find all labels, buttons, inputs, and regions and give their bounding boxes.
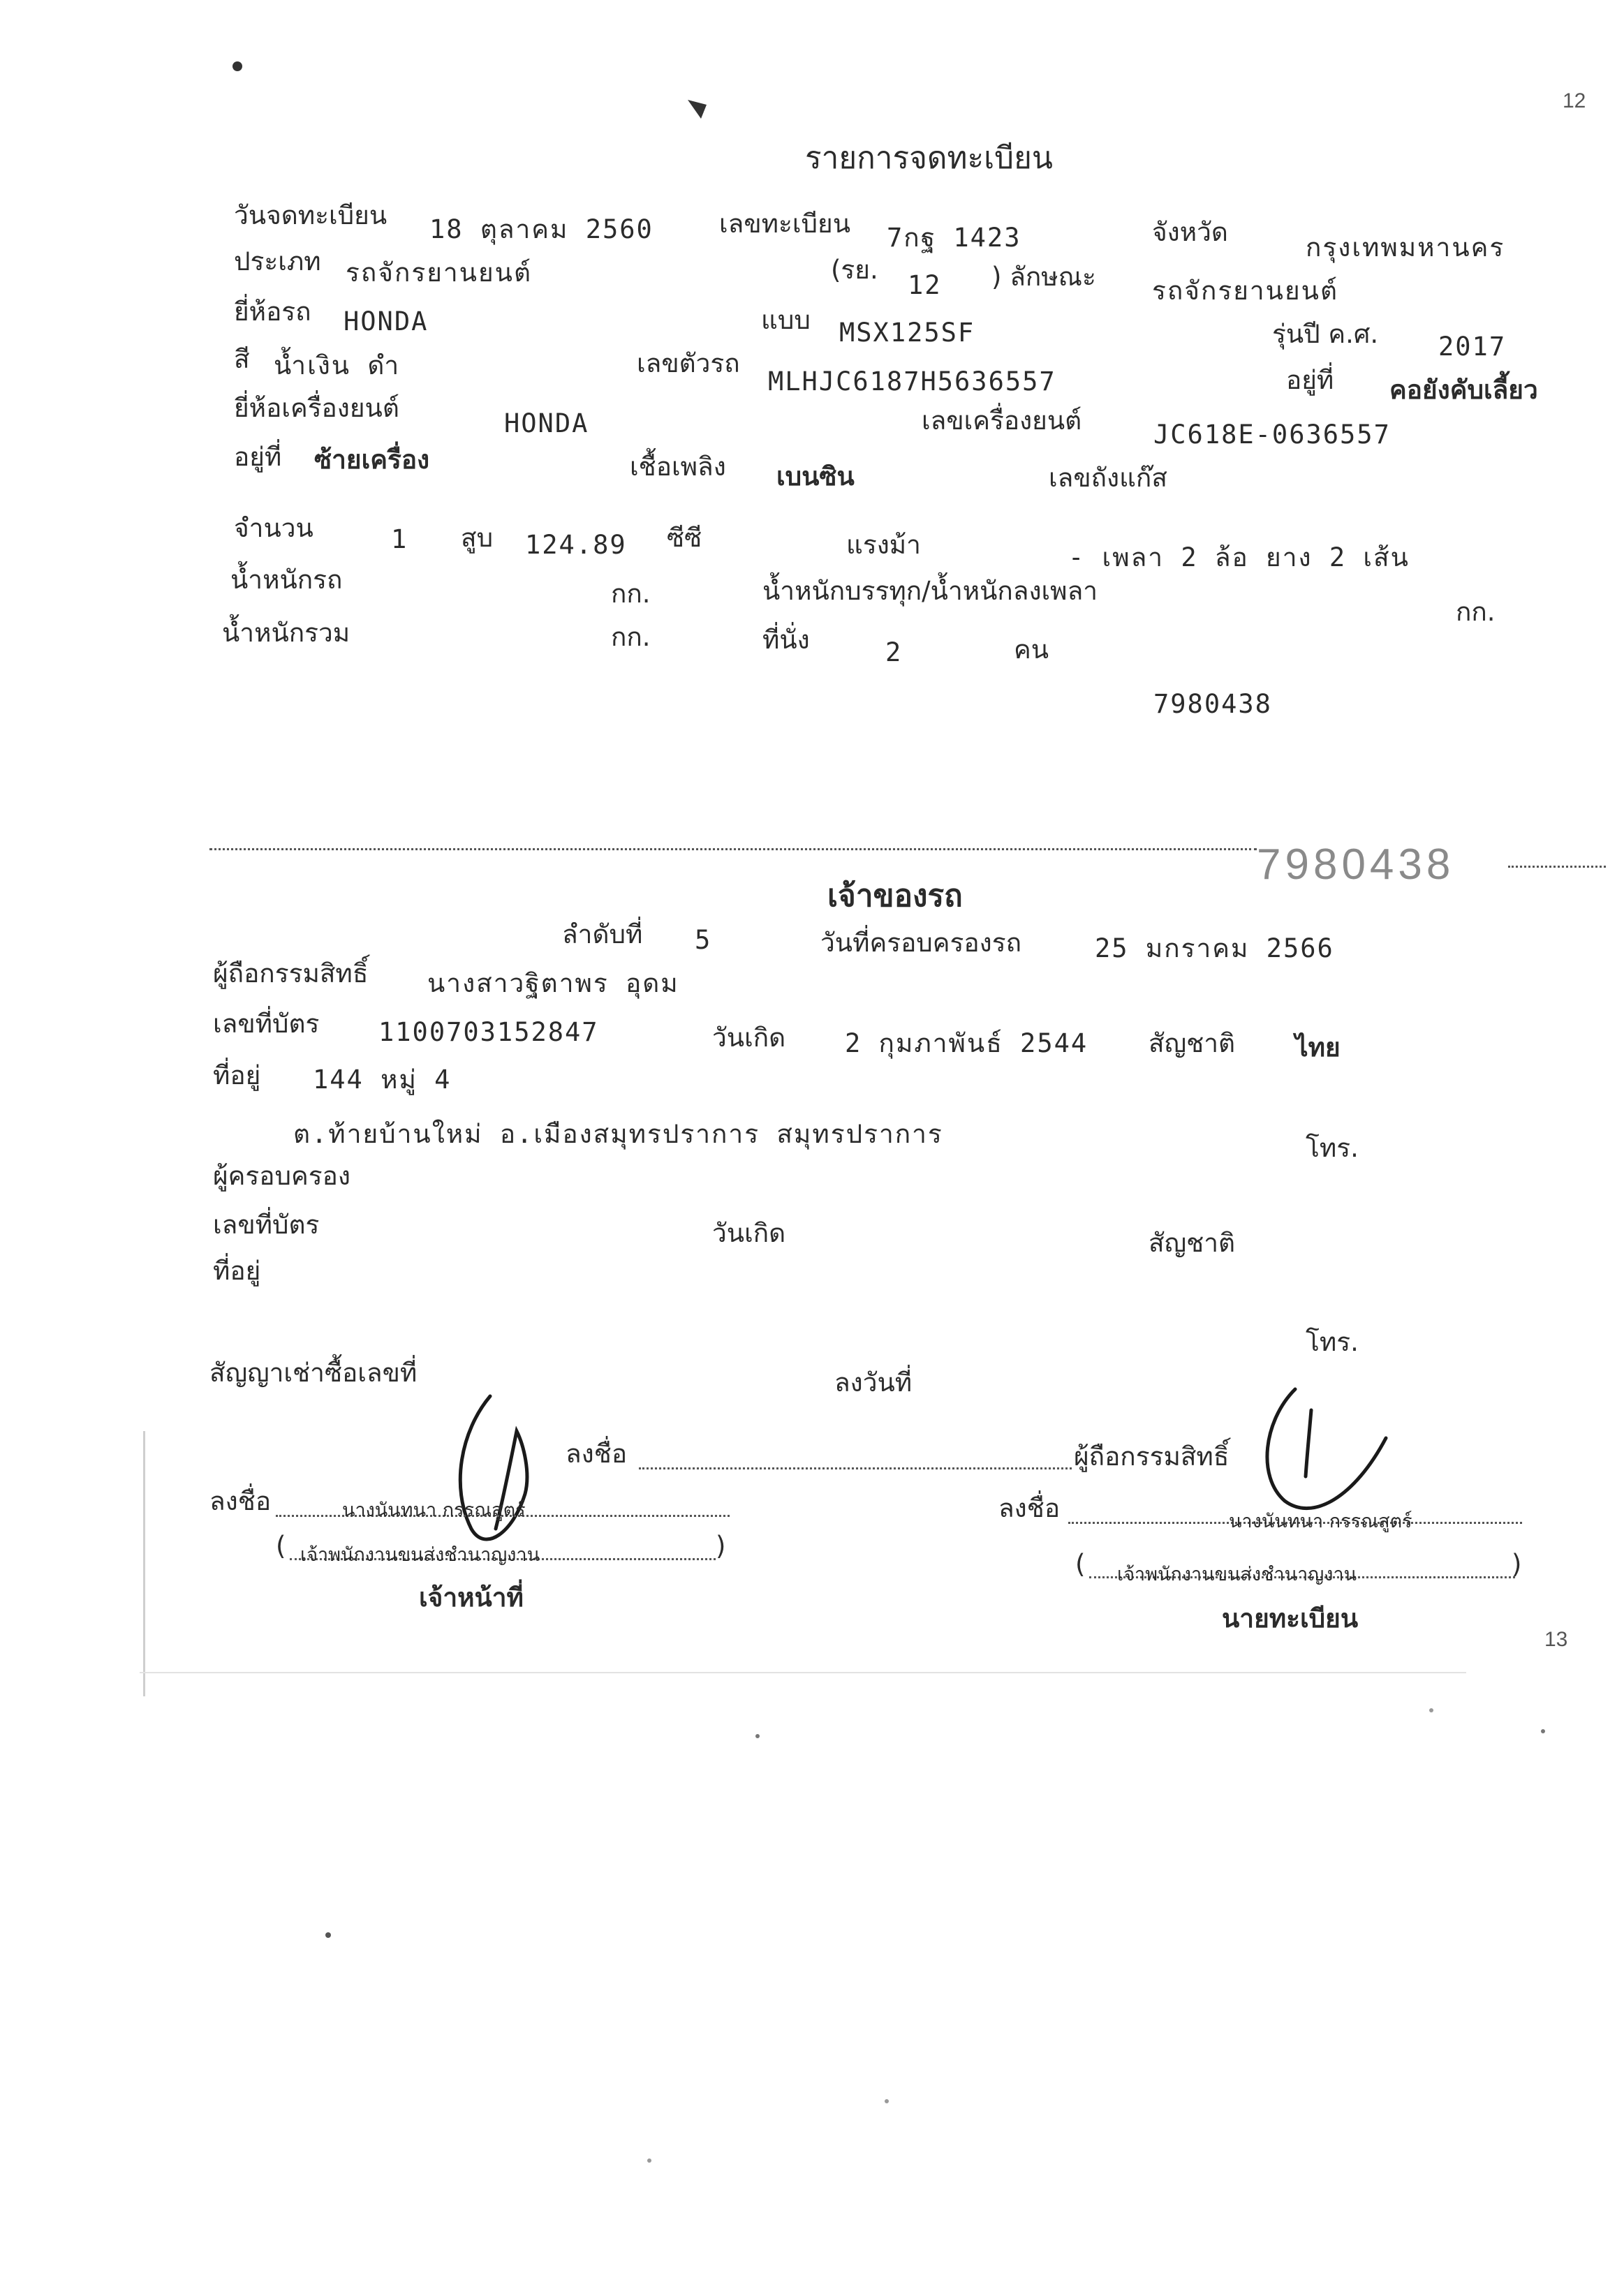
vin-loc: คอยังคับเลี้ยว <box>1389 375 1538 405</box>
engine-brand-label: ยี่ห้อเครื่องยนต์ <box>234 393 399 423</box>
section-divider <box>209 848 1257 850</box>
scan-margin-line <box>143 1431 145 1696</box>
model: MSX125SF <box>839 318 975 348</box>
scan-edge-line <box>140 1672 1466 1673</box>
registrar-paren-open: ( <box>1075 1549 1086 1579</box>
plate: 7กฐ 1423 <box>887 223 1021 253</box>
cc-label: ซีซี <box>667 523 702 553</box>
model-label: แบบ <box>761 305 811 335</box>
nationality-label: สัญชาติ <box>1149 1028 1236 1058</box>
load-label: น้ำหนักบรรทุก/น้ำหนักลงเพลา <box>762 576 1098 606</box>
count: 1 <box>391 524 408 554</box>
id-label: เลขที่บัตร <box>213 1009 320 1039</box>
registrar-role: นายทะเบียน <box>1222 1604 1359 1634</box>
officer-paren-open: ( <box>276 1531 286 1561</box>
possession-date: 25 มกราคม 2566 <box>1095 933 1334 963</box>
engine-loc: ซ้ายเครื่อง <box>314 445 430 475</box>
cyl-label: สูบ <box>461 523 494 553</box>
registrar-paren-close: ) <box>1512 1549 1522 1579</box>
ry: 12 <box>908 270 942 300</box>
holder-name: นางสาวฐิตาพร อุดม <box>427 968 679 998</box>
possessor-id-label: เลขที่บัตร <box>213 1210 320 1240</box>
registration-title: รายการจดทะเบียน <box>805 140 1053 176</box>
reg-date-label: วันจดทะเบียน <box>234 200 387 230</box>
possessor-nationality-label: สัญชาติ <box>1149 1228 1236 1258</box>
address-label: ที่อยู่ <box>213 1060 261 1090</box>
brand: HONDA <box>344 306 429 336</box>
page-number-bottom: 13 <box>1544 1628 1568 1651</box>
ry-open: (รย. <box>831 255 878 285</box>
gas-tank-label: เลขถังแก๊ส <box>1049 463 1167 493</box>
possession-label: วันที่ครอบครองรถ <box>820 928 1021 958</box>
stamp-number: 7980438 <box>1257 840 1455 889</box>
kg-3: กก. <box>611 622 651 652</box>
registrar-position: เจ้าพนักงานขนส่งชำนาญงาน <box>1117 1564 1357 1585</box>
type: รถจักรยานยนต์ <box>346 258 532 288</box>
persons-label: คน <box>1014 635 1049 665</box>
weight-label: น้ำหนักรถ <box>230 565 343 595</box>
holder-sign-line <box>639 1467 1072 1469</box>
ry-close: ) ลักษณะ <box>991 262 1096 292</box>
vin-label: เลขตัวรถ <box>637 348 740 378</box>
kg-2: กก. <box>1456 597 1496 627</box>
kg-1: กก. <box>611 579 651 609</box>
cc: 124.89 <box>525 530 627 560</box>
registrar-signature <box>1257 1379 1396 1525</box>
province: กรุงเทพมหานคร <box>1306 232 1505 262</box>
tel-label: โทร. <box>1306 1133 1359 1163</box>
possessor-label: ผู้ครอบครอง <box>213 1161 350 1191</box>
color-label: สี <box>234 344 250 374</box>
registrar-name: นางนันทนา กรรณสูตร์ <box>1229 1511 1412 1532</box>
owner-title: เจ้าของรถ <box>827 878 963 914</box>
plate-label: เลขทะเบียน <box>719 209 850 239</box>
holder-label: ผู้ถือกรรมสิทธิ์ <box>213 958 369 988</box>
holder-sign-suffix: ผู้ถือกรรมสิทธิ์ <box>1074 1442 1230 1472</box>
seats-label: ที่นั่ง <box>762 625 810 655</box>
seats: 2 <box>885 637 903 667</box>
possessor-dob-label: วันเกิด <box>712 1218 786 1248</box>
vin-loc-label: อยู่ที่ <box>1286 365 1334 395</box>
color: น้ำเงิน ดำ <box>274 350 401 380</box>
hp-label: แรงม้า <box>846 530 921 560</box>
order-label: ลำดับที่ <box>562 919 643 949</box>
province-label: จังหวัด <box>1152 217 1228 247</box>
style: รถจักรยานยนต์ <box>1152 276 1338 306</box>
nationality: ไทย <box>1295 1032 1341 1062</box>
engine-no: JC618E-0636557 <box>1153 420 1391 450</box>
engine-no-label: เลขเครื่องยนต์ <box>922 406 1082 436</box>
id-number: 1100703152847 <box>378 1017 599 1047</box>
vin: MLHJC6187H5636557 <box>768 366 1056 397</box>
lease-label: สัญญาเช่าซื้อเลขที่ <box>209 1358 418 1388</box>
year: 2017 <box>1438 332 1507 362</box>
page-number-top: 12 <box>1563 89 1586 112</box>
registrar-sign-label: ลงชื่อ <box>998 1493 1061 1523</box>
fuel: เบนซิน <box>776 461 855 491</box>
officer-paren-close: ) <box>716 1531 726 1561</box>
axle: - เพลา 2 ล้อ ยาง 2 เส้น <box>1068 542 1410 572</box>
officer-sign-label: ลงชื่อ <box>209 1486 272 1516</box>
dob-label: วันเกิด <box>712 1023 786 1053</box>
address-line-1: 144 หมู่ 4 <box>313 1065 452 1095</box>
possessor-tel-label: โทร. <box>1306 1327 1359 1357</box>
officer-position: เจ้าพนักงานขนส่งชำนาญงาน <box>300 1544 540 1566</box>
brand-label: ยี่ห้อรถ <box>234 297 311 327</box>
officer-name: นางนันทนา กรรณสูตร์ <box>342 1499 526 1521</box>
address-line-2: ต.ท้ายบ้านใหม่ อ.เมืองสมุทรปราการ สมุทรปราการ <box>293 1119 943 1149</box>
section-divider-tail <box>1508 866 1606 868</box>
type-label: ประเภท <box>234 246 321 276</box>
doc-number: 7980438 <box>1153 689 1272 719</box>
count-label: จำนวน <box>234 513 313 543</box>
year-label: รุ่นปี ค.ศ. <box>1272 319 1379 349</box>
officer-role: เจ้าหน้าที่ <box>419 1583 524 1613</box>
order: 5 <box>695 925 712 955</box>
officer-signature <box>447 1389 559 1557</box>
engine-loc-label: อยู่ที่ <box>234 442 282 472</box>
total-weight-label: น้ำหนักรวม <box>222 618 350 648</box>
fuel-label: เชื้อเพลิง <box>630 452 726 482</box>
dob: 2 กุมภาพันธ์ 2544 <box>845 1028 1088 1058</box>
holder-sign-label: ลงชื่อ <box>566 1439 628 1469</box>
reg-date: 18 ตุลาคม 2560 <box>429 214 654 244</box>
possessor-address-label: ที่อยู่ <box>213 1256 261 1286</box>
sign-date-label: ลงวันที่ <box>834 1368 913 1398</box>
engine-brand: HONDA <box>504 408 589 438</box>
